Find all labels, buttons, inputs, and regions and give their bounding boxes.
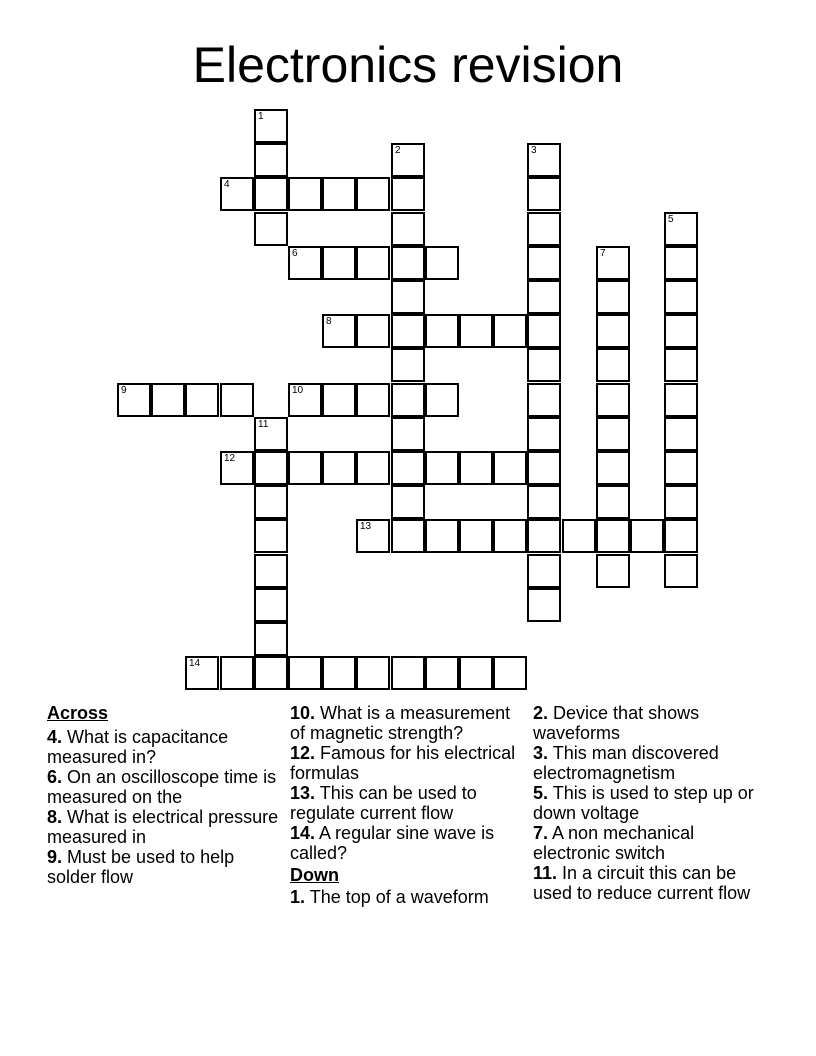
grid-cell[interactable] xyxy=(596,383,630,417)
grid-cell[interactable] xyxy=(527,485,561,519)
across-clue xyxy=(47,767,282,807)
clue-text: Device that shows waveforms xyxy=(533,703,700,743)
grid-cell[interactable] xyxy=(391,280,425,314)
clue-number: 8. xyxy=(47,807,63,827)
grid-cell[interactable] xyxy=(254,109,288,143)
grid-cell[interactable] xyxy=(493,314,527,348)
grid-cell[interactable] xyxy=(254,417,288,451)
grid-cell[interactable] xyxy=(527,177,561,211)
grid-cell[interactable] xyxy=(596,314,630,348)
grid-cell[interactable] xyxy=(527,314,561,348)
cell-number: 1 xyxy=(258,111,264,122)
down-clue xyxy=(533,823,768,863)
grid-cell[interactable] xyxy=(356,314,390,348)
grid-cell[interactable] xyxy=(527,143,561,177)
grid-cell[interactable] xyxy=(664,519,698,553)
cell-number: 6 xyxy=(292,248,298,259)
grid-cell[interactable] xyxy=(117,383,151,417)
grid-cell[interactable] xyxy=(596,280,630,314)
grid-cell[interactable] xyxy=(664,417,698,451)
grid-cell[interactable] xyxy=(664,246,698,280)
grid-cell[interactable] xyxy=(288,177,322,211)
grid-cell[interactable] xyxy=(596,417,630,451)
page-title: Electronics revision xyxy=(192,37,624,93)
cell-number: 11 xyxy=(258,419,269,430)
grid-cell[interactable] xyxy=(459,519,493,553)
grid-cell[interactable] xyxy=(356,656,390,690)
grid-cell[interactable] xyxy=(220,656,254,690)
grid-cell[interactable] xyxy=(151,383,185,417)
clue-number: 5. xyxy=(533,783,549,803)
grid-cell[interactable] xyxy=(664,554,698,588)
cell-number: 14 xyxy=(189,658,201,669)
grid-cell[interactable] xyxy=(391,519,425,553)
clue-number: 6. xyxy=(47,767,63,787)
across-clue xyxy=(47,847,282,887)
grid-cell[interactable] xyxy=(425,656,459,690)
down-clue xyxy=(533,783,768,823)
grid-cell[interactable] xyxy=(459,656,493,690)
grid-cell[interactable] xyxy=(391,417,425,451)
grid-cell[interactable] xyxy=(254,554,288,588)
grid-cell[interactable] xyxy=(527,554,561,588)
grid-cell[interactable] xyxy=(391,212,425,246)
grid-cell[interactable] xyxy=(356,383,390,417)
grid-cell[interactable] xyxy=(322,656,356,690)
grid-cell[interactable] xyxy=(562,519,596,553)
grid-cell[interactable] xyxy=(356,519,390,553)
grid-cell[interactable] xyxy=(356,451,390,485)
clue-text: A regular sine wave is called? xyxy=(290,823,495,863)
grid-cell[interactable] xyxy=(664,212,698,246)
cell-number: 4 xyxy=(224,179,230,190)
grid-cell[interactable] xyxy=(527,451,561,485)
grid-cell[interactable] xyxy=(254,519,288,553)
grid-cell[interactable] xyxy=(527,588,561,622)
grid-cell[interactable] xyxy=(664,348,698,382)
grid-cell[interactable] xyxy=(254,622,288,656)
clue-text: A non mechanical electronic switch xyxy=(533,823,695,863)
grid-cell[interactable] xyxy=(391,177,425,211)
grid-cell[interactable] xyxy=(664,314,698,348)
cell-number: 2 xyxy=(395,145,401,156)
cell-number: 8 xyxy=(326,316,332,327)
grid-cell[interactable] xyxy=(596,348,630,382)
grid-cell[interactable] xyxy=(425,519,459,553)
grid-cell[interactable] xyxy=(220,383,254,417)
cell-number: 5 xyxy=(668,214,674,225)
grid-cell[interactable] xyxy=(527,348,561,382)
clue-number: 10. xyxy=(290,703,316,723)
clues-column-1 xyxy=(47,703,282,887)
grid-cell[interactable] xyxy=(220,451,254,485)
grid-cell[interactable] xyxy=(322,177,356,211)
cell-number: 3 xyxy=(531,145,537,156)
across-clue xyxy=(290,703,525,743)
grid-cell[interactable] xyxy=(254,485,288,519)
grid-cell[interactable] xyxy=(254,212,288,246)
grid-cell[interactable] xyxy=(391,656,425,690)
grid-cell[interactable] xyxy=(596,451,630,485)
grid-cell[interactable] xyxy=(391,143,425,177)
grid-cell[interactable] xyxy=(391,383,425,417)
clues-column-2 xyxy=(290,703,525,907)
grid-cell[interactable] xyxy=(254,588,288,622)
across-clue xyxy=(290,823,525,863)
across-clue xyxy=(47,807,282,847)
cell-number: 10 xyxy=(292,385,304,396)
down-clue xyxy=(533,743,768,783)
grid-cell[interactable] xyxy=(664,383,698,417)
grid-cell[interactable] xyxy=(664,485,698,519)
grid-cell[interactable] xyxy=(493,451,527,485)
clue-text: What is capacitance measured in? xyxy=(47,727,229,767)
across-heading: Across xyxy=(47,703,109,723)
grid-cell[interactable] xyxy=(527,383,561,417)
grid-cell[interactable] xyxy=(391,348,425,382)
clue-text: In a circuit this can be used to reduce current flow xyxy=(533,863,751,903)
grid-cell[interactable] xyxy=(356,246,390,280)
clue-number: 1. xyxy=(290,887,306,907)
clue-text: What is electrical pressure measured in xyxy=(47,807,279,847)
clue-text: This is used to step up or down voltage xyxy=(533,783,754,823)
grid-cell[interactable] xyxy=(356,177,390,211)
clues-column-3 xyxy=(533,703,768,903)
clue-text: This can be used to regulate current flow xyxy=(290,783,477,823)
grid-cell[interactable] xyxy=(254,451,288,485)
grid-cell[interactable] xyxy=(185,383,219,417)
grid-cell[interactable] xyxy=(322,246,356,280)
grid-cell[interactable] xyxy=(254,656,288,690)
clue-number: 7. xyxy=(533,823,549,843)
clue-text: On an oscilloscope time is measured on the xyxy=(47,767,277,807)
clue-number: 2. xyxy=(533,703,549,723)
across-clue xyxy=(47,727,282,767)
grid-cell[interactable] xyxy=(493,519,527,553)
cell-number: 9 xyxy=(121,385,127,396)
grid-cell[interactable] xyxy=(254,143,288,177)
across-clue xyxy=(290,743,525,783)
clue-text: The top of a waveform xyxy=(309,887,489,907)
grid-cell[interactable] xyxy=(425,246,459,280)
clue-text: Famous for his electrical formulas xyxy=(290,743,516,783)
grid-cell[interactable] xyxy=(527,280,561,314)
grid-cell[interactable] xyxy=(664,451,698,485)
grid-cell[interactable] xyxy=(391,246,425,280)
grid-cell[interactable] xyxy=(425,451,459,485)
down-clue xyxy=(290,887,525,907)
grid-cell[interactable] xyxy=(220,177,254,211)
down-clue xyxy=(533,703,768,743)
grid-cell[interactable] xyxy=(185,656,219,690)
clue-number: 3. xyxy=(533,743,549,763)
grid-cell[interactable] xyxy=(288,451,322,485)
clue-number: 4. xyxy=(47,727,63,747)
grid-cell[interactable] xyxy=(322,314,356,348)
across-clue xyxy=(290,783,525,823)
grid-cell[interactable] xyxy=(391,485,425,519)
grid-cell[interactable] xyxy=(459,314,493,348)
grid-cell[interactable] xyxy=(664,280,698,314)
grid-cell[interactable] xyxy=(391,314,425,348)
clue-number: 9. xyxy=(47,847,63,867)
clue-text: This man discovered electromagnetism xyxy=(533,743,719,783)
grid-cell[interactable] xyxy=(288,656,322,690)
clue-number: 14. xyxy=(290,823,316,843)
grid-cell[interactable] xyxy=(596,485,630,519)
grid-cell[interactable] xyxy=(493,656,527,690)
clue-number: 12. xyxy=(290,743,316,763)
grid-cell[interactable] xyxy=(527,519,561,553)
cell-number: 12 xyxy=(224,453,236,464)
grid-cell[interactable] xyxy=(322,451,356,485)
grid-cell[interactable] xyxy=(630,519,664,553)
cell-number: 13 xyxy=(360,521,372,532)
grid-cell[interactable] xyxy=(425,314,459,348)
clue-text: What is a measurement of magnetic strength? xyxy=(290,703,511,743)
clue-number: 11. xyxy=(533,863,558,883)
grid-cell[interactable] xyxy=(254,177,288,211)
clue-number: 13. xyxy=(290,783,316,803)
grid-cell[interactable] xyxy=(527,212,561,246)
grid-cell[interactable] xyxy=(459,451,493,485)
grid-cell[interactable] xyxy=(288,383,322,417)
grid-cell[interactable] xyxy=(288,246,322,280)
down-heading: Down xyxy=(290,865,339,885)
grid-cell[interactable] xyxy=(527,417,561,451)
grid-cell[interactable] xyxy=(391,451,425,485)
grid-cell[interactable] xyxy=(527,246,561,280)
grid-cell[interactable] xyxy=(596,554,630,588)
grid-cell[interactable] xyxy=(596,519,630,553)
cell-number: 7 xyxy=(600,248,606,259)
down-clue xyxy=(533,863,768,903)
clue-text: Must be used to help solder flow xyxy=(47,847,235,887)
grid-cell[interactable] xyxy=(322,383,356,417)
grid-cell[interactable] xyxy=(425,383,459,417)
grid-cell[interactable] xyxy=(596,246,630,280)
